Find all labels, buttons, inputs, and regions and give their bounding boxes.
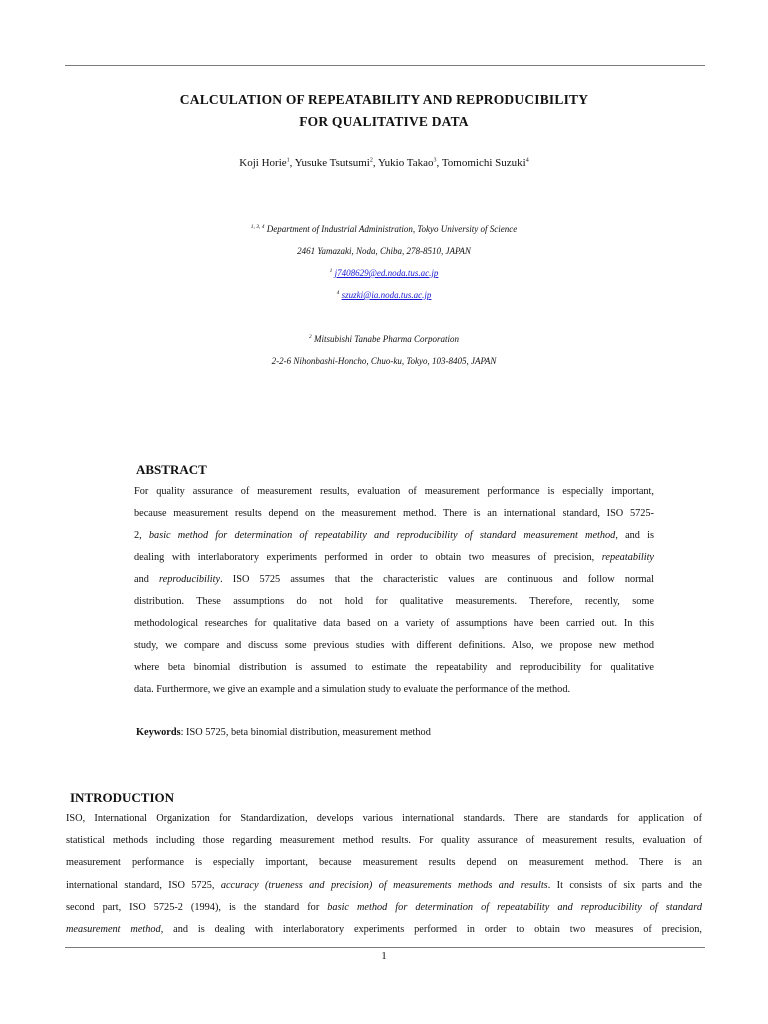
email-link-2[interactable]: szuzki@ia.noda.tus.ac.jp [341,290,432,300]
abstract-line: distribution. These assumptions do not hold for qualitative measurements. Therefore, recently, some [134,596,654,607]
paper-title-line-1: CALCULATION OF REPEATABILITY AND REPRODUCIBILITY [179,92,589,107]
abstract-line: 2, basic method for determination of repeatability and reproducibility of standard measurement method, and is [134,530,654,541]
abstract-line: methodological researches for qualitative data based on a variety of assumptions have been carried out. In this [134,618,654,629]
affiliation-2 [0,334,768,344]
abstract-line: study, we compare and discuss some previous studies with different definitions. Also, we propose new method [134,640,654,651]
email-2-marker: 4 [336,290,340,296]
affiliation-1 [0,224,768,234]
keywords-line [136,727,431,738]
introduction-line: international standard, ISO 5725, accuracy (trueness and precision) of measurements methods and results. It consists of six parts and the [66,879,702,891]
abstract-line: For quality assurance of measurement results, evaluation of measurement performance is especially important, [134,486,654,497]
page-number: 1 [381,950,387,962]
author-affiliation-marker: 1 [286,157,290,164]
keywords-label: Keywords [136,727,181,738]
author-list: Koji Horie$^1$, Yusuke Tsutsumi$^2$, Yukio Takao$^3$, Tomomichi Suzuki$^4$ [239,157,529,169]
author-affiliation-marker: 4 [525,157,529,164]
email-link-1[interactable]: j7408629@ed.noda.tus.ac.jp [334,268,439,278]
introduction-line: measurement method, and is dealing with interlaboratory experiments performed in order to obtain two measures of precision, [66,924,702,935]
introduction-line: second part, ISO 5725-2 (1994), is the standard for basic method for determination of repeatability and reproducibility of standard [66,901,702,913]
abstract-line: where beta binomial distribution is assumed to estimate the repeatability and reproducibility for qualitative [134,662,654,673]
introduction-heading: INTRODUCTION [70,790,175,805]
affiliation-2-name: Mitsubishi Tanabe Pharma Corporation [314,334,459,344]
introduction-line: measurement performance is especially important, because measurement results depend on measurement method. There is an [66,857,702,869]
abstract-line: data. Furthermore, we give an example and a simulation study to evaluate the performance of the method. [134,684,571,695]
affiliation-2-marker: 2 [309,334,312,340]
affiliation-1-name: Department of Industrial Administration, Tokyo University of Science [266,224,518,234]
keywords-text: : ISO 5725, beta binomial distribution, measurement method [180,727,431,738]
paper-title-line-2: FOR QUALITATIVE DATA [299,114,469,129]
author-name: Yusuke Tsutsumi [294,157,370,169]
header-rule [65,65,705,66]
author-name: Tomomichi Suzuki [441,157,526,169]
author-name: Koji Horie [239,157,287,169]
affiliation-1-address: 2461 Yamazaki, Noda, Chiba, 278-8510, JAPAN [297,246,471,256]
introduction-line: statistical methods including those regarding measurement method results. For quality assurance of measurement results, evaluation of [66,835,702,847]
abstract-line: because measurement results depend on the measurement method. There is an international standard, ISO 5725- [134,508,654,519]
email-1-marker: 1 [329,268,333,274]
author-name: Yukio Takao [377,157,434,169]
introduction-line: ISO, International Organization for Standardization, develops various international standards. There are standards for application of [66,813,702,824]
abstract-heading: ABSTRACT [136,462,207,477]
abstract-line: and reproducibility. ISO 5725 assumes that the characteristic values are continuous and follow normal [134,574,654,585]
author-affiliation-marker: 3 [433,157,437,164]
footer-rule [65,947,705,948]
email-line-2 [0,290,768,300]
abstract-line: dealing with interlaboratory experiments performed in order to obtain two measures of precision, repeatability [134,552,654,563]
affiliation-2-address: 2-2-6 Nihonbashi-Honcho, Chuo-ku, Tokyo, 103-8405, JAPAN [271,356,497,366]
affiliation-1-marker: 1, 3, 4 [250,224,265,230]
email-line-1 [0,268,768,278]
author-affiliation-marker: 2 [369,157,373,164]
